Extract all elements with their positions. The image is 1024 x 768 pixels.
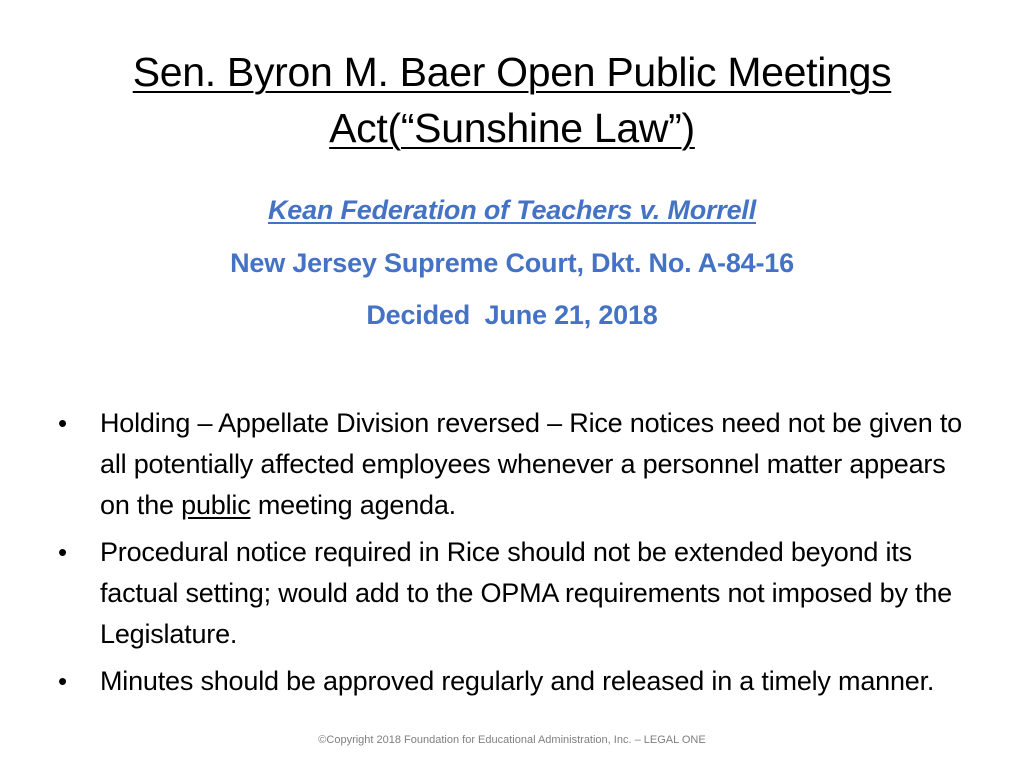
bullet-text-part: meeting agenda.: [250, 490, 456, 520]
bullet-icon: •: [58, 408, 67, 438]
court-docket: New Jersey Supreme Court, Dkt. No. A-84-16: [230, 248, 794, 278]
slide-title: Sen. Byron M. Baer Open Public Meetings Act(“Sunshine Law”): [132, 49, 892, 151]
bullet-text: Minutes should be approved regularly and released in a timely manner.: [100, 666, 935, 696]
bullet-item-minutes: [58, 661, 968, 702]
bullet-icon: •: [58, 537, 67, 567]
decided-date: Decided June 21, 2018: [366, 300, 658, 330]
bullet-item-procedural-notice: [58, 532, 968, 655]
copyright-footer: ©Copyright 2018 Foundation for Educational Administration, Inc. – LEGAL ONE: [318, 734, 706, 746]
case-name: Kean Federation of Teachers v. Morrell: [267, 195, 757, 225]
bullet-icon: •: [58, 666, 67, 696]
underlined-word: public: [181, 490, 251, 520]
bullet-list: [58, 403, 968, 708]
bullet-item-holding: [58, 403, 968, 526]
bullet-text: Procedural notice required in Rice should not be extended beyond its factual setting; would add to the OPMA requirements not imposed by the Legislature.: [100, 537, 952, 649]
bullet-text-part: Holding – Appellate Division reversed – Rice notices need not be given to all potentially affected employees whenever a personnel matter appears on the: [100, 408, 962, 520]
